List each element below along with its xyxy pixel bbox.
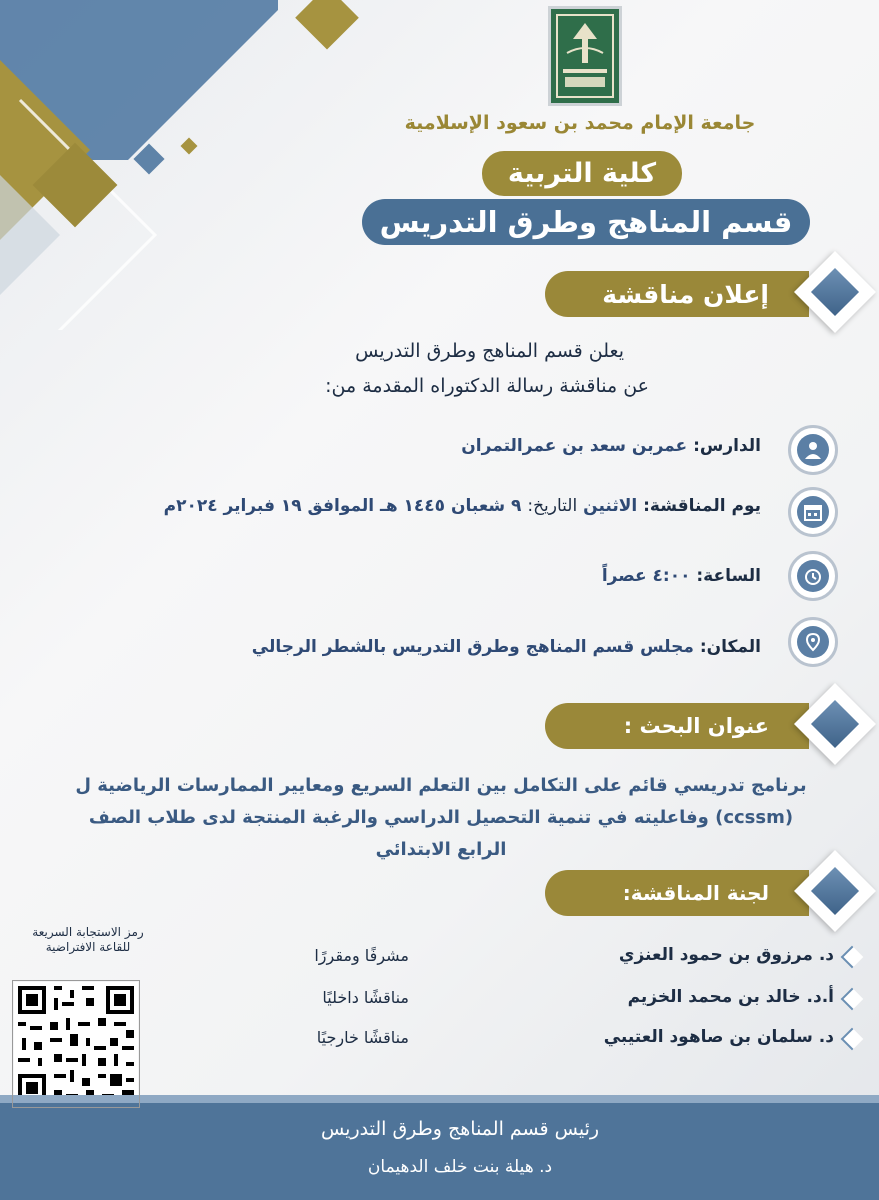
clock-icon — [803, 566, 823, 586]
place-label: المكان: — [699, 637, 761, 657]
location-pin-icon — [803, 632, 823, 652]
research-title-line-2: (ccssm) وفاعليته في تنمية التحصيل الدراسي والرغبة المنتجة لدى طلاب الصف — [88, 807, 794, 828]
time-icon-circle — [788, 551, 838, 601]
committee-member-role: مناقشًا خارجيًا — [316, 1028, 409, 1047]
place-detail — [252, 637, 761, 657]
student-name: عمربن سعد بن عمرالتمران — [461, 436, 688, 456]
student-detail — [461, 436, 761, 456]
research-heading: عنوان البحث : — [623, 714, 769, 738]
footer-band — [0, 1095, 879, 1200]
chevron-left-icon — [841, 1028, 864, 1051]
department-head-name: د. هيلة بنت خلف الدهيمان — [367, 1157, 553, 1177]
day-icon-circle — [788, 487, 838, 537]
time-value: ٤:٠٠ عصراً — [601, 566, 691, 586]
qr-label-line-2: للقاعة الافتراضية — [45, 940, 131, 954]
diamond-icon — [794, 251, 876, 333]
research-title-line-1: برنامج تدريسي قائم على التكامل بين التعلم السريع ومعايير الممارسات الرياضية ل — [75, 775, 807, 796]
committee-member-name: د. سلمان بن صاهود العتيبي — [603, 1027, 834, 1047]
date-value: ٩ شعبان ١٤٤٥ هـ الموافق ١٩ فبراير ٢٠٢٤م — [163, 496, 522, 516]
chevron-left-icon — [841, 988, 864, 1011]
committee-member-name: أ.د. خالد بن محمد الخزيم — [627, 987, 834, 1007]
day-value: الاثنين — [583, 496, 638, 516]
announcement-title-bar — [545, 271, 809, 317]
committee-member-name: د. مرزوق بن حمود العنزي — [618, 945, 834, 965]
research-title — [20, 770, 862, 866]
user-icon — [803, 440, 823, 460]
calendar-icon — [803, 502, 823, 522]
qr-label — [14, 925, 162, 955]
day-label: يوم المناقشة: — [643, 496, 761, 516]
place-value: مجلس قسم المناهج وطرق التدريس بالشطر الرجالي — [251, 637, 694, 657]
qr-label-line-1: رمز الاستجابة السريعة — [32, 925, 144, 939]
diamond-icon — [794, 683, 876, 765]
time-detail — [602, 566, 761, 586]
student-label: الدارس: — [693, 436, 761, 456]
research-heading-bar — [545, 703, 809, 749]
college-banner: كلية التربية — [482, 151, 682, 196]
department-banner: قسم المناهج وطرق التدريس — [362, 199, 810, 245]
committee-member-role: مشرفًا ومقررًا — [314, 946, 409, 965]
place-icon-circle — [788, 617, 838, 667]
committee-heading: لجنة المناقشة: — [622, 881, 769, 905]
announcement-title: إعلان مناقشة — [602, 279, 769, 309]
time-label: الساعة: — [696, 566, 761, 586]
footer-stripe — [0, 1095, 879, 1103]
decorative-shapes — [0, 0, 360, 330]
qr-code-icon[interactable] — [14, 982, 138, 1106]
department-head-title: رئيس قسم المناهج وطرق التدريس — [320, 1118, 600, 1140]
research-title-line-3: الرابع الابتدائي — [375, 839, 507, 860]
committee-member-role: مناقشًا داخليًا — [322, 988, 409, 1007]
committee-heading-bar — [545, 870, 809, 916]
date-label: التاريخ: — [527, 496, 578, 516]
university-logo — [548, 6, 622, 106]
date-detail — [164, 496, 761, 516]
chevron-left-icon — [841, 946, 864, 969]
intro-line-1: يعلن قسم المناهج وطرق التدريس — [355, 340, 624, 362]
intro-line-2: عن مناقشة رسالة الدكتوراه المقدمة من: — [325, 375, 649, 397]
student-icon-circle — [788, 425, 838, 475]
logo-emblem-icon — [551, 9, 619, 103]
university-name: جامعة الإمام محمد بن سعود الإسلامية — [404, 112, 756, 134]
